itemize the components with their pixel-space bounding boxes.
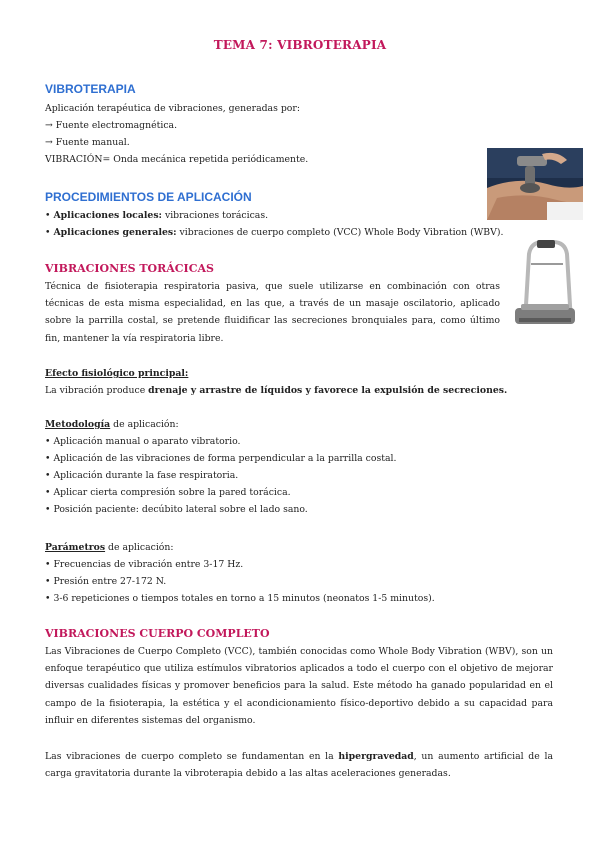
p2-suffix: , un aumento artificial de la carga gravitatoria durante la vibroterapia debido a las altas aceleraciones generadas. bbox=[45, 751, 553, 780]
vibration-platform-photo bbox=[507, 234, 581, 332]
p2-prefix: Las vibraciones de cuerpo completo se fundamentan en la bbox=[45, 751, 339, 762]
list-item: • Aplicación durante la fase respiratoria. bbox=[45, 470, 239, 481]
method-suffix: de aplicación: bbox=[110, 419, 179, 430]
effect-heading bbox=[45, 365, 188, 382]
section-heading-toracicas: VIBRACIONES TORÁCICAS bbox=[45, 262, 214, 275]
params-heading bbox=[45, 539, 174, 556]
bullet-text: vibraciones torácicas. bbox=[161, 210, 269, 221]
list-item: • Frecuencias de vibración entre 3-17 Hz. bbox=[45, 559, 244, 570]
paragraph-toracicas: Técnica de fisioterapia respiratoria pasiva, que suele utilizarse en combinación con otras técnicas de esta misma especialidad, en las que, a través de un masaje oscilatorio, aplicado sobre la parrilla costal, se pretende fluidificar las secreciones bronquiales para, como último fin, mantener la vía respiratoria libre. bbox=[45, 281, 500, 344]
params-heading-text: Parámetros bbox=[45, 542, 106, 553]
list-item: • Aplicaciones generales: vibraciones de cuerpo completo (VCC) Whole Body Vibration (WBV). bbox=[45, 227, 504, 238]
effect-bold: drenaje y arrastre de líquidos y favorece la expulsión de secreciones. bbox=[148, 385, 508, 396]
page-title: TEMA 7: VIBROTERAPIA bbox=[213, 38, 387, 52]
method-heading bbox=[45, 416, 179, 433]
bullet-text: vibraciones de cuerpo completo (VCC) Whole Body Vibration (WBV). bbox=[176, 227, 504, 238]
list-item: • Aplicar cierta compresión sobre la pared torácica. bbox=[45, 487, 291, 498]
list-item: • 3-6 repeticiones o tiempos totales en torno a 15 minutos (neonatos 1-5 minutos). bbox=[45, 593, 435, 604]
text-line: VIBRACIÓN= Onda mecánica repetida periódicamente. bbox=[45, 154, 309, 165]
list-item: • Posición paciente: decúbito lateral sobre el lado sano. bbox=[45, 504, 308, 515]
method-heading-text: Metodología bbox=[45, 419, 111, 430]
section-heading-vibroterapia: VIBROTERAPIA bbox=[45, 82, 136, 96]
p2-bold: hipergravedad bbox=[338, 751, 414, 762]
effect-prefix: La vibración produce bbox=[45, 385, 149, 396]
effect-heading-text: Efecto fisiológico principal: bbox=[45, 368, 189, 379]
effect-text bbox=[45, 382, 507, 399]
paragraph-hipergravedad bbox=[45, 748, 553, 782]
list-item: • Presión entre 27-172 N. bbox=[45, 576, 167, 587]
params-suffix: de aplicación: bbox=[105, 542, 174, 553]
section-heading-procedimientos: PROCEDIMIENTOS DE APLICACIÓN bbox=[45, 190, 252, 204]
list-item: • Aplicaciones locales: vibraciones torácicas. bbox=[45, 210, 269, 221]
list-item: • Aplicación de las vibraciones de forma perpendicular a la parrilla costal. bbox=[45, 453, 397, 464]
bullet-label: Aplicaciones locales: bbox=[53, 210, 162, 221]
text-line: Aplicación terapéutica de vibraciones, generadas por: bbox=[45, 103, 300, 114]
list-item: • Aplicación manual o aparato vibratorio. bbox=[45, 436, 241, 447]
bullet-label: Aplicaciones generales: bbox=[53, 227, 177, 238]
section-heading-cuerpo-completo: VIBRACIONES CUERPO COMPLETO bbox=[45, 627, 270, 640]
manual-vibrator-photo bbox=[487, 148, 583, 220]
text-line: → Fuente manual. bbox=[45, 137, 130, 148]
text-line: → Fuente electromagnética. bbox=[45, 120, 178, 131]
paragraph-cuerpo-completo: Las Vibraciones de Cuerpo Completo (VCC), también conocidas como Whole Body Vibration (WBV), son un enfoque terapéutico que utiliza estímulos vibratorios aplicados a todo el cuerpo con el objetivo de mejorar diversas cualidades físicas y promover beneficios para la salud. Este método ha ganado popularidad en el campo de la fisioterapia, la estética y el acondicionamiento físico-deportivo debido a su capacidad para influir en diferentes sistemas del organismo. bbox=[45, 646, 553, 726]
